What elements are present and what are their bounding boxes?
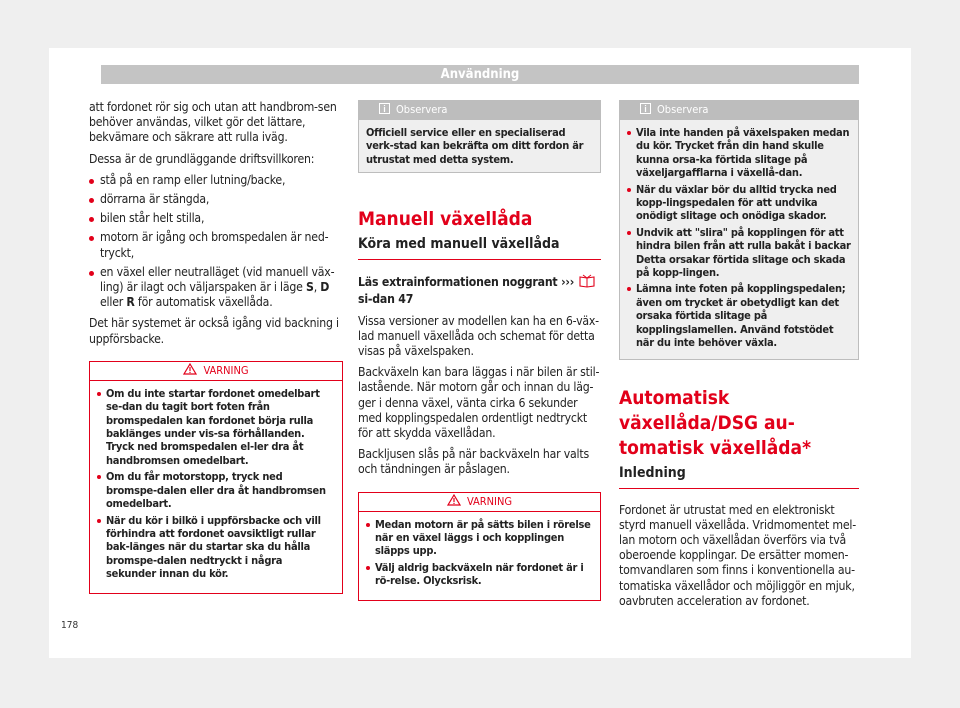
warning-title: VARNING [466,494,513,508]
page-number: 178 [61,620,79,631]
list-item: motorn är igång och bromspedalen är ned-tryckt, [89,230,343,260]
note-box [619,100,859,360]
warning-triangle-icon [183,363,197,381]
warning-box [358,492,601,601]
warning-item: När du kör i bilkö i uppförsbacke och vill förhindra att fordonet oavsiktligt rullar bak-länges när du startar ska du hålla bromspe-dalen nedtryckt i några sekunder innan du kör. [97,514,335,581]
text: en växel eller neutralläget (vid manuell väx-ling) är ilagt och väljarspaken är i läge [100,264,335,295]
gear-d: D [320,280,330,295]
note-body [620,120,858,359]
text: för automatisk växellåda. [134,295,273,310]
warning-body [90,381,342,593]
note-item: Vila inte handen på växelspaken medan du kör. Trycket från din hand skulle kunna orsa-ka förtida slitage på växeljargafflarna i växellå-dan. [627,126,851,180]
note-title: Observera [396,103,448,116]
info-icon [640,102,651,120]
gear-s: S [306,280,314,295]
page-header: Användning [101,65,859,84]
column-1 [89,100,343,604]
section-heading: Manuell växellåda [358,208,533,231]
paragraph: Dessa är de grundläggande driftsvillkoren: [89,151,315,166]
warning-title: VARNING [203,363,249,377]
column-2 [358,100,601,611]
ref-text: Läs extrainformationen noggrant [358,275,562,290]
text: eller [100,295,127,310]
warning-header [90,362,342,381]
note-item: Lämna inte foten på kopplingspedalen; även om trycket är obetydligt kan det orsaka förtida slitage på kopplingslamellen. Använd fotstödet när du inte behöver växla. [627,282,851,349]
section-heading: Automatisk växellåda/DSG au-tomatisk växellåda* [619,386,812,459]
warning-header [359,493,600,512]
reference-text [358,274,601,307]
text: , [313,280,321,295]
list-item: dörrarna är stängda, [89,192,343,207]
section-subheading: Köra med manuell växellåda [358,236,601,260]
paragraph: Fordonet är utrustat med en elektroniskt styrd manuell växellåda. Vridmomentet mel-lan motorn och växellådan överförs via två oberoende kopplingar. De ersätter momen-tomvandlaren som finns i konventionella au-tomatiska växellådor och möjliggör en mjuk, oavbruten acceleration av fordonet. [619,502,857,608]
warning-item: Om du får motorstopp, tryck ned bromspe-dalen eller dra åt handbromsen omedelbart. [97,470,335,510]
info-icon [379,102,390,120]
note-text: Officiell service eller en specialiserad verk-stad kan bekräfta om ditt fordon är utrustat med detta system. [366,126,584,166]
list-item: stå på en ramp eller lutning/backe, [89,173,343,188]
note-item: När du växlar bör du alltid trycka ned kopp-lingspedalen för att undvika onödigt slitage och onödiga skador. [627,183,851,223]
note-item: Undvik att "slira" på kopplingen för att hindra bilen från att rulla bakåt i backar Detta orsakar förtida slitage och skada på kopp-lingen. [627,226,851,280]
paragraph: Backväxeln kan bara läggas i när bilen är stil-lastående. När motorn går och innan du läg-ger i denna växel, vänta cirka 6 sekunder med kopplingspedalen ordentligt nedtryckt för att skydda växellådan. [358,365,600,441]
section-subheading: Inledning [619,465,859,489]
paragraph: Det här systemet är också igång vid backning i uppförsbacke. [89,316,339,346]
ref-arrows: ››› [561,275,575,290]
warning-box [89,361,343,594]
ref-page: si-dan 47 [358,292,414,307]
list-item [89,265,343,311]
note-box [358,100,601,173]
note-header [620,101,858,120]
note-body [359,120,600,172]
gear-r: R [126,295,135,310]
note-title: Observera [657,103,709,116]
list-item: bilen står helt stilla, [89,211,343,226]
paragraph: att fordonet rör sig och utan att handbrom-sen behöver användas, vilket gör det lättare, bekvämare och säkrare att rulla iväg. [89,100,337,145]
conditions-list [89,173,343,311]
book-reference-icon [578,274,596,292]
warning-item: Medan motorn är på sätts bilen i rörelse när en växel läggs i och kopplingen släpps upp. [366,518,593,558]
warning-triangle-icon [447,494,461,512]
paragraph: Vissa versioner av modellen kan ha en 6-väx-lad manuell växellåda och schemat för detta visas på växelspaken. [358,313,599,359]
warning-item: Om du inte startar fordonet omedelbart se-dan du tagit bort foten från bromspedalen kan fordonet börja rulla baklänges under vis-sa förhållanden. Tryck ned bromspedalen el-ler dra åt handbromsen omedelbart. [97,387,335,467]
note-header [359,101,600,120]
warning-body [359,512,600,600]
column-3 [619,100,859,615]
paragraph: Backljusen slås på när backväxeln har valts och tändningen är påslagen. [358,447,589,477]
warning-item: Välj aldrig backväxeln när fordonet är i rö-relse. Olycksrisk. [366,561,593,588]
